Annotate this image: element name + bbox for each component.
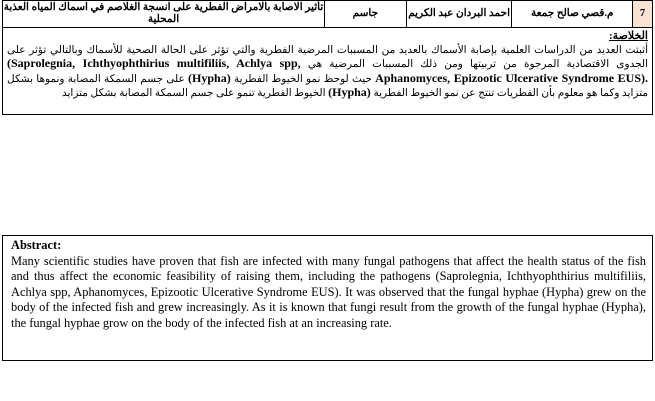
arabic-abstract-text-4: الخيوط الفطرية تنمو على جسم السمكة المصابة بشكل متزايد	[61, 88, 326, 100]
pathogen-list: (Saprolegnia, Ichthyophthirius multifiliis, Achlya spp, Aphanomyces, Epizootic Ulcerative Syndrome EUS).	[7, 56, 649, 85]
hypha-term-1: (Hypha)	[188, 70, 231, 85]
author-name-first: م.قصي صالح جمعة	[511, 1, 632, 27]
arabic-abstract-heading: الخلاصة:	[609, 30, 648, 42]
arabic-abstract-text-2: حيث لوحظ نمو الخيوط الفطرية	[233, 73, 372, 85]
english-abstract-body: Many scientific studies have proven that fish are infected with many fungal pathogens that affect the health status of the fish and thus affect the economic feasibility of raising them, including the pathogens (Saprolegnia, Ichthyophthirius multifiliis, Achlya spp, Aphanomyces, Epizootic Ulcerative Syndrome EUS). It was observed that the fungal hyphae (Hypha) grew on the body of the infected fish and grew increasingly. As it is known that fungi result from the growth of the fungal hyphae (Hypha), the fungal hyphae grow on the body of the infected fish at an increasing rate.	[11, 253, 646, 330]
arabic-abstract-text-3: على جسم السمكة المصابة ونموها بشكل متزايد وكما هو معلوم بأن الفطريات تنتج عن نمو الخيوط الفطرية	[7, 73, 648, 100]
hypha-term-2: (Hypha)	[328, 85, 371, 100]
row-number: 7	[632, 1, 652, 27]
arabic-abstract-text-1: أثبتت العديد من الدراسات العلمية بإصابة الأسماك بالعديد من المسببات المرضية الفطرية والتي تؤثر على الحالة الصحية للأسماك وبالتالي تؤثر على الجدوى الاقتصادية المرجوة من تربيتها ومن ذلك المسببات المرضية هي	[7, 44, 649, 71]
english-abstract-heading: Abstract:	[11, 238, 62, 252]
author-name-continued: جاسم	[324, 1, 406, 27]
paper-title: تأثير الاصابة بالامراض الفطرية على انسجة الغلاصم في اسماك المياه العذبة المحلية	[3, 2, 324, 25]
arabic-abstract	[2, 28, 653, 115]
author-name-second: احمد البردان عبد الكريم	[406, 1, 512, 27]
header-table	[2, 0, 653, 28]
english-abstract	[2, 235, 653, 361]
